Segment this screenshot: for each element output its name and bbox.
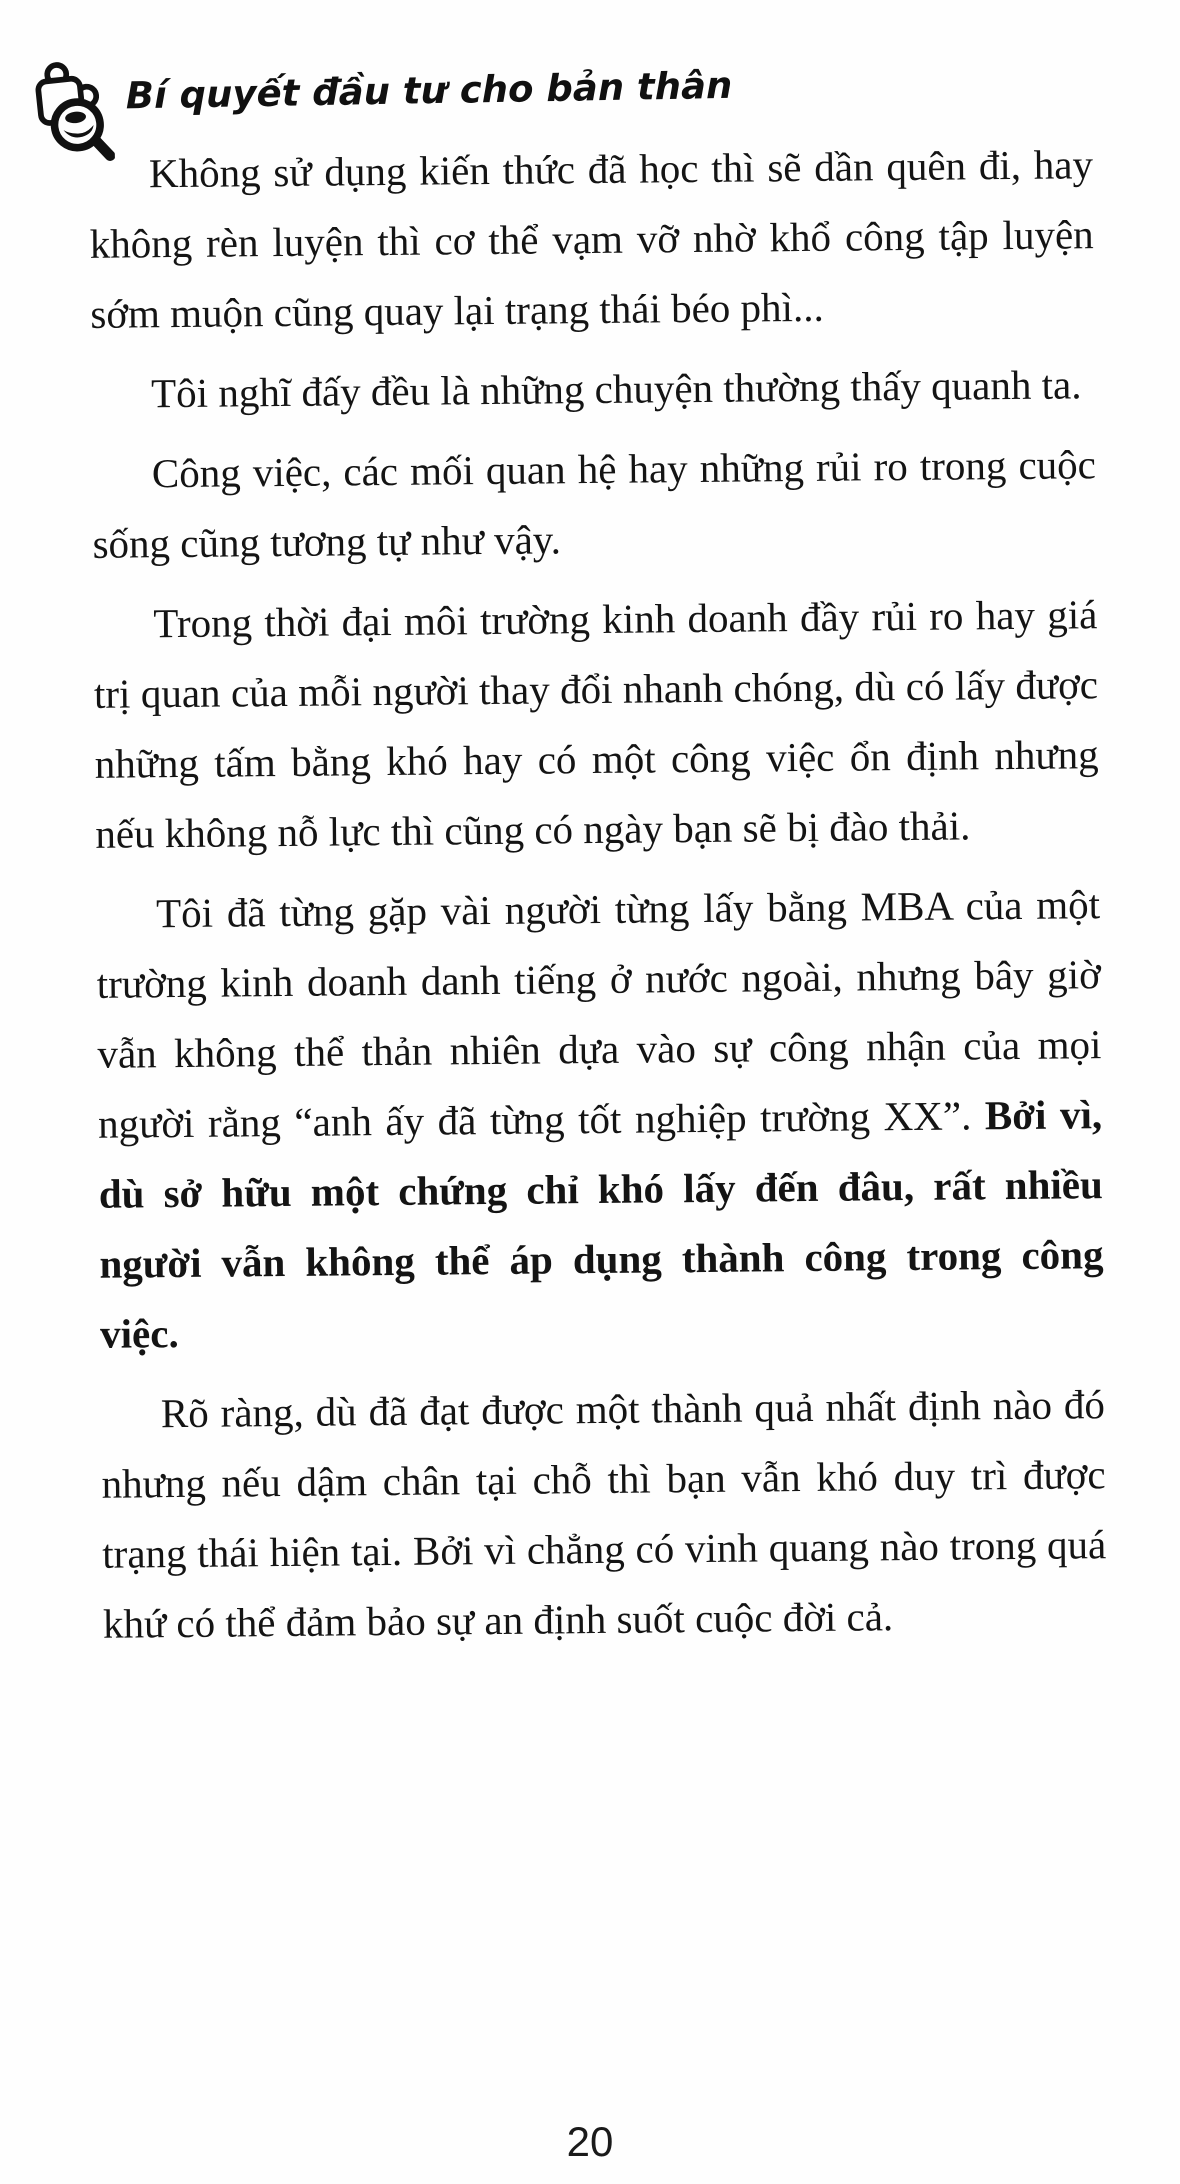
paragraph-text: Trong thời đại môi trường kinh doanh đầy rủi ro hay giá trị quan của mỗi người thay đổi nhanh chóng, dù có lấy được những tấm bằng khó hay có một công việc ổn định nhưng nếu không nỗ lực thì cũng có ngày bạn sẽ bị đào thải. [93,591,1099,857]
paragraph-text: Công việc, các mối quan hệ hay những rủi ro trong cuộc sống cũng tương tự như vậy. [92,441,1097,567]
page-content [89,129,1108,1669]
page-number: 20 [566,2118,614,2165]
paragraph-text: Không sử dụng kiến thức đã học thì sẽ dần quên đi, hay không rèn luyện thì cơ thể vạm vỡ nhờ khổ công tập luyện sớm muộn cũng quay lại trạng thái béo phì... [89,141,1094,337]
chapter-title: Bí quyết đầu tư cho bản thân [125,63,733,118]
paragraph [89,129,1095,349]
paragraph [93,579,1100,869]
paragraph [91,349,1096,429]
paragraph [92,429,1097,579]
paragraph-text: Tôi nghĩ đấy đều là những chuyện thường thấy quanh ta. [150,361,1082,417]
paragraph [96,869,1105,1369]
paragraph [101,1369,1108,1659]
paragraph-text: Tôi đã từng gặp vài người từng lấy bằng MBA của một trường kinh doanh danh tiếng ở nước ngoài, nhưng bây giờ vẫn không thể thản nhiên dựa vào sự công nhận của mọi người rằng “anh ấy đã từng tốt nghiệp trường XX”. [96,881,1102,1147]
paragraph-bold-text: Bởi vì, dù sở hữu một chứng chỉ khó lấy đến đâu, rất nhiều người vẫn không thể áp dụng thành công trong công việc. [98,1091,1104,1357]
paragraph-text: Rõ ràng, dù đã đạt được một thành quả nhất định nào đó nhưng nếu dậm chân tại chỗ thì bạn vẫn khó duy trì được trạng thái hiện tại. Bởi vì chẳng có vinh quang nào trong quá khứ có thể đảm bảo sự an định suốt cuộc đời cả. [101,1381,1107,1647]
